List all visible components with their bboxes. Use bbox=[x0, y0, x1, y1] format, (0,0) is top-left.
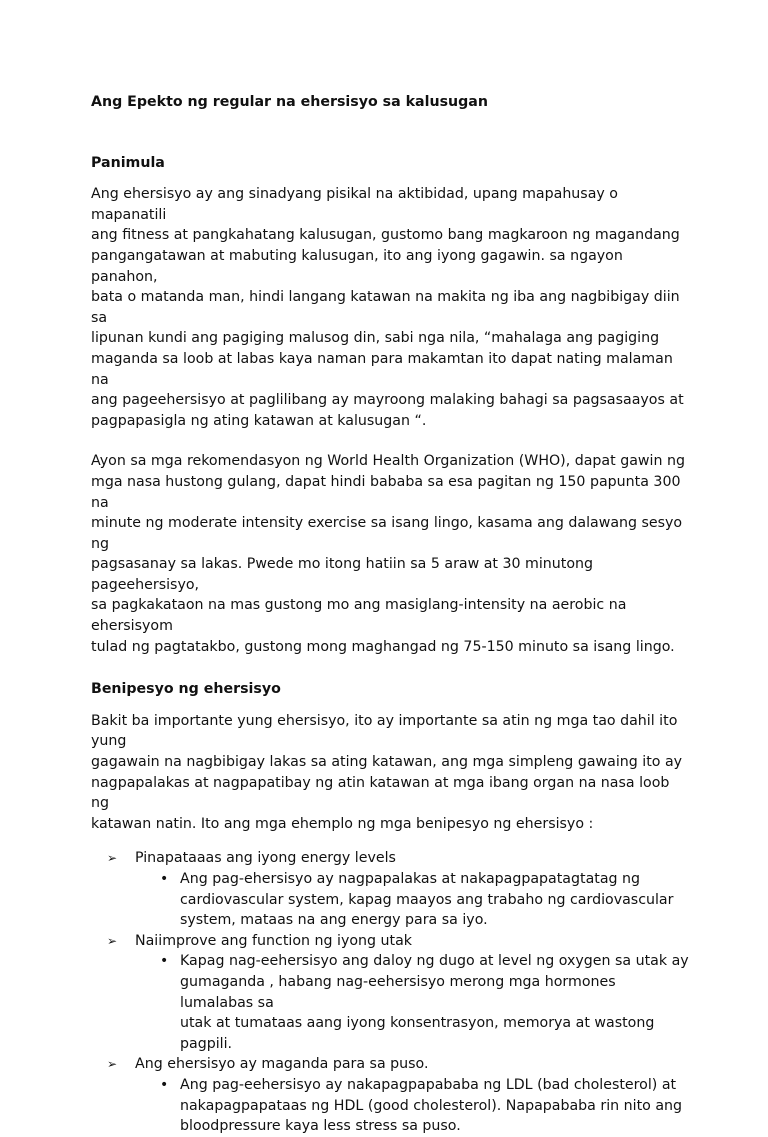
intro-heading: Panimula bbox=[91, 154, 165, 171]
benefits-paragraph: Bakit ba importante yung ehersisyo, ito ay importante sa atin ng mga tao dahil ito yung gagawain na nagbibigay lakas sa ating katawan, ang mga simpleng gawaing ito ay nagpapalakas at nagpapatibay ng atin katawan at mga ibang organ na nasa loob ng katawan natin. Ito ang mga ehemplo ng mga benipesyo ng ehersisyo : bbox=[91, 712, 683, 832]
benefit-detail: Kapag nag-eehersisyo ang daloy ng dugo at level ng oxygen sa utak ay gumaganda , habang nag-eehersisyo merong mga hormones lumalabas sa utak at tumataas aang iyong konsentrasyon, memorya at wastong pagpili. bbox=[180, 953, 689, 1052]
benefit-details bbox=[135, 1075, 691, 1137]
benefit-label: Pinapataaas ang iyong energy levels bbox=[135, 850, 396, 867]
list-item bbox=[160, 951, 691, 1054]
benefit-details bbox=[135, 951, 691, 1054]
list-item bbox=[160, 869, 691, 931]
list-item bbox=[160, 1075, 691, 1137]
arrow-bullet-icon: ➢ bbox=[107, 1057, 118, 1072]
list-item bbox=[107, 931, 691, 1055]
benefits-list bbox=[91, 848, 691, 1136]
benefits-heading: Benipesyo ng ehersisyo bbox=[91, 681, 281, 698]
dot-bullet-icon: • bbox=[160, 871, 169, 887]
intro-paragraph-1: Ang ehersisyo ay ang sinadyang pisikal na aktibidad, upang mapahusay o mapanatili ang fitness at pangkahatang kalusugan, gustomo bang magkaroon ng magandang pangangatawan at mabuting kalusugan, ito ang iyong gagawin. sa ngayon panahon, bata o matanda man, hindi langang katawan na makita ng iba ang nagbibigay diin sa lipunan kundi ang pagiging malusog din, sabi nga nila, “mahalaga ang pagiging maganda sa loob at labas kaya naman para makamtan ito dapat nating malaman na ang pageehersisyo at paglilibang ay mayroong malaking bahagi sa pagsasaayos at pagpapasigla ng ating katawan at kalusugan “. bbox=[91, 186, 684, 429]
dot-bullet-icon: • bbox=[160, 953, 169, 970]
list-item bbox=[107, 1054, 691, 1136]
benefit-detail: Ang pag-ehersisyo ay nagpapalakas at nakapagpapatagtatag ng cardiovascular system, kapag maayos ang trabaho ng cardiovascular system, mataas na ang energy para sa iyo. bbox=[180, 871, 674, 929]
benefit-label: Ang ehersisyo ay maganda para sa puso. bbox=[135, 1056, 429, 1073]
benefit-details bbox=[135, 869, 691, 931]
arrow-bullet-icon: ➢ bbox=[107, 933, 118, 948]
arrow-bullet-icon: ➢ bbox=[107, 851, 118, 866]
benefit-label: Naiimprove ang function ng iyong utak bbox=[135, 932, 413, 949]
benefit-detail: Ang pag-eehersisyo ay nakapagpapababa ng LDL (bad cholesterol) at nakapagpapataas ng HDL (good cholesterol). Napapababa rin nito ang bloodpressure kaya less stress sa puso. bbox=[180, 1076, 683, 1135]
list-item bbox=[107, 848, 691, 930]
intro-paragraph-2: Ayon sa mga rekomendasyon ng World Health Organization (WHO), dapat gawin ng mga nasa hustong gulang, dapat hindi bababa sa esa pagitan ng 150 papunta 300 na minute ng moderate intensity exercise sa isang lingo, kasama ang dalawang sesyo ng pagsasanay sa lakas. Pwede mo itong hatiin sa 5 araw at 30 minutong pageehersisyo, sa pagkakataon na mas gustong mo ang masiglang-intensity na aerobic na ehersisyom tulad ng pagtatakbo, gustong mong maghangad ng 75-150 minuto sa isang lingo. bbox=[91, 453, 685, 655]
document-content bbox=[91, 92, 691, 1137]
dot-bullet-icon: • bbox=[160, 1076, 169, 1093]
document-title: Ang Epekto ng regular na ehersisyo sa kalusugan bbox=[91, 94, 488, 110]
